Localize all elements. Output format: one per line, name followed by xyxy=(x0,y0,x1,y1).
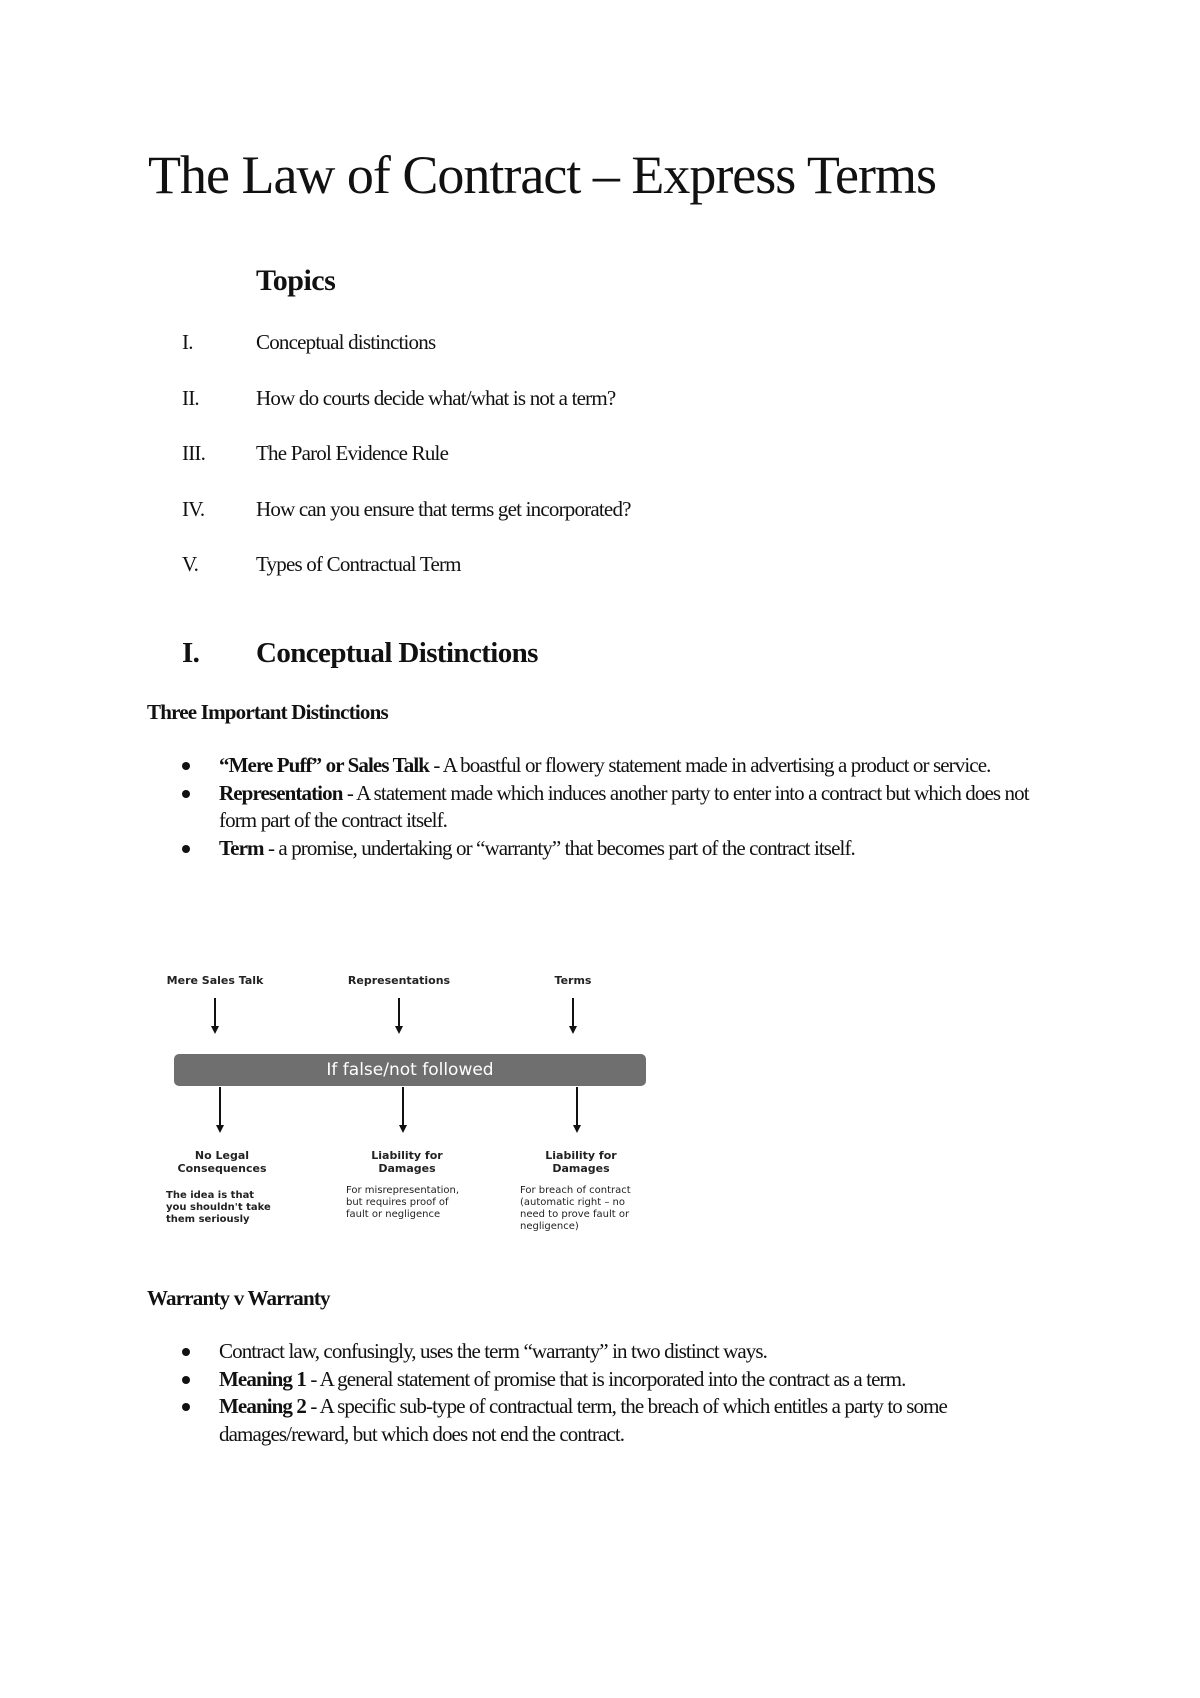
topic-text: Conceptual distinctions xyxy=(256,330,436,354)
bullet-icon xyxy=(182,1348,190,1356)
bullet-icon xyxy=(182,1403,190,1411)
diagram-outcome-none: No Legal Consequences xyxy=(177,1149,267,1175)
topic-number: IV. xyxy=(182,496,205,521)
document-title: The Law of Contract – Express Terms xyxy=(148,145,936,205)
topic-text: The Parol Evidence Rule xyxy=(256,441,449,465)
distinctions-subheading: Three Important Distinctions xyxy=(147,700,388,724)
diagram-outcome-term: Liability for Damages xyxy=(545,1149,617,1175)
diagram-note-representation: For misrepresentation, but requires proof of fault or negligence xyxy=(346,1185,460,1220)
topic-text: How can you ensure that terms get incorporated? xyxy=(256,496,631,521)
section-title: Conceptual Distinctions xyxy=(256,637,538,669)
diagram-label-sales-talk: Mere Sales Talk xyxy=(166,974,264,987)
section-heading xyxy=(182,636,538,671)
bullet-term: Meaning 2 xyxy=(219,1394,306,1418)
bullet-term: Term xyxy=(219,835,264,860)
warranty-subheading: Warranty v Warranty xyxy=(147,1286,330,1310)
arrowhead-icon xyxy=(399,1125,407,1133)
diagram-note-sales-talk: The idea is that you shouldn't take them seriously xyxy=(166,1190,271,1225)
arrowhead-icon xyxy=(395,1026,403,1034)
diagram-outcome-representation: Liability for Damages xyxy=(371,1149,443,1175)
arrowhead-icon xyxy=(573,1125,581,1133)
bullet-icon xyxy=(182,845,190,853)
list-item xyxy=(182,835,1062,863)
arrowhead-icon xyxy=(569,1026,577,1034)
list-item xyxy=(182,1338,1062,1366)
diagram-condition-bar: If false/not followed xyxy=(174,1054,646,1086)
topic-text: How do courts decide what/what is not a term? xyxy=(256,385,616,410)
bullet-icon xyxy=(182,790,190,798)
topic-number: I. xyxy=(182,330,193,354)
topic-text: Types of Contractual Term xyxy=(256,552,461,576)
diagram-note-term: For breach of contract (automatic right – no need to prove fault or negligence) xyxy=(520,1185,631,1232)
topic-number: V. xyxy=(182,552,199,576)
bullet-text: - A boastful or flowery statement made in advertising a product or service. xyxy=(429,753,991,777)
arrowhead-icon xyxy=(216,1125,224,1133)
bullet-text: Contract law, confusingly, uses the term “warranty” in two distinct ways. xyxy=(219,1339,768,1363)
bullet-text: - A specific sub-type of contractual term, the breach of which entitles a party to some damages/reward, but which does not end the contract. xyxy=(219,1394,947,1446)
topic-number: III. xyxy=(182,441,206,465)
list-item xyxy=(182,780,1062,835)
arrowhead-icon xyxy=(211,1026,219,1034)
section-number: I. xyxy=(182,637,200,669)
topics-heading: Topics xyxy=(256,264,336,297)
bullet-text: - A statement made which induces another party to enter into a contract but which does not form part of the contract itself. xyxy=(219,780,1029,832)
warranty-list xyxy=(182,1338,1062,1448)
list-item xyxy=(182,1393,1062,1448)
bullet-term: Meaning 1 xyxy=(219,1366,306,1391)
diagram-label-terms: Terms xyxy=(554,974,592,987)
distinctions-list xyxy=(182,752,1062,862)
bullet-icon xyxy=(182,762,190,770)
diagram-label-representations: Representations xyxy=(347,974,451,987)
bullet-term: “Mere Puff” or Sales Talk xyxy=(219,753,430,777)
bullet-text: - a promise, undertaking or “warranty” that becomes part of the contract itself. xyxy=(263,835,855,860)
topic-number: II. xyxy=(182,385,199,410)
bullet-term: Representation xyxy=(219,780,343,805)
distinctions-diagram xyxy=(160,965,660,1245)
list-item xyxy=(182,752,1062,780)
bullet-icon xyxy=(182,1376,190,1384)
list-item xyxy=(182,1366,1062,1394)
bullet-text: - A general statement of promise that is incorporated into the contract as a term. xyxy=(306,1366,906,1391)
